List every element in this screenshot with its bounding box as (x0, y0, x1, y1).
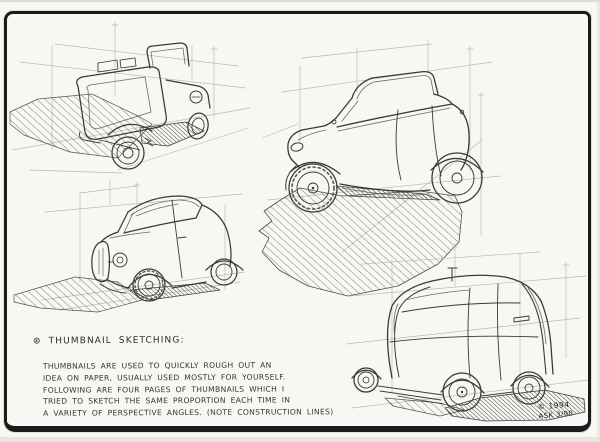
construction-lines-stroke (20, 62, 246, 88)
car-body-stroke (216, 264, 232, 280)
car-body-stroke (117, 257, 123, 263)
car-body-stroke (461, 391, 463, 393)
note-line: IDEA ON PAPER, USUALLY USED MOSTLY FOR YOURSELF. (42, 372, 286, 383)
construction-lines-stroke (80, 186, 137, 193)
construction-lines-stroke (55, 44, 238, 66)
car-body-stroke (525, 384, 533, 392)
note-paragraph (43, 360, 334, 421)
note-line: A VARIETY OF PERSPECTIVE ANGLES. (NOTE CONSTRUCTION LINES) (43, 407, 334, 418)
signature-initials: ASK 3/90 (538, 409, 574, 421)
shadow-hatch-stroke (14, 277, 142, 312)
car-body-stroke (402, 303, 520, 312)
construction-lines-stroke (211, 46, 217, 52)
car-body-stroke (131, 200, 199, 215)
car-body-stroke (468, 288, 470, 378)
car-body-stroke (434, 94, 452, 104)
car-body-stroke (120, 58, 136, 68)
car-body-stroke (405, 290, 470, 300)
car-body-stroke (151, 48, 185, 66)
car-body-stroke (178, 237, 186, 238)
note-line: TRIED TO SKETCH THE SAME PROPORTION EACH TIME IN (43, 395, 291, 407)
car-body-stroke (172, 200, 182, 278)
construction-lines-stroke (134, 182, 140, 188)
artist-signature (537, 400, 573, 421)
construction-lines-stroke (302, 44, 432, 58)
car-body-stroke (113, 253, 127, 267)
note-line: FOLLOWING ARE FOUR PAGES OF THUMBNAILS WHICH I (42, 384, 285, 395)
car-body-stroke (337, 104, 452, 127)
car-body-stroke (452, 173, 462, 183)
construction-lines-stroke (478, 92, 484, 98)
car-body-stroke (290, 142, 304, 153)
car-body-stroke (99, 248, 103, 276)
construction-lines-stroke (346, 318, 580, 344)
construction-lines-stroke (30, 170, 122, 173)
car-body-stroke (514, 316, 529, 322)
car-body-stroke (298, 130, 326, 140)
car-body-stroke (352, 370, 381, 379)
circled-asterisk-icon: ⊛ (32, 336, 42, 347)
car-body-stroke (202, 205, 231, 266)
construction-lines-stroke (467, 46, 473, 52)
note-title (33, 335, 185, 346)
car-body-stroke (396, 110, 401, 180)
car-body-stroke (358, 372, 374, 388)
car-body-stroke (136, 204, 178, 216)
car-body-stroke (166, 80, 210, 108)
shadow-hatch (259, 186, 462, 296)
car-body-stroke (363, 377, 369, 383)
car-body-stroke (497, 284, 501, 380)
signature-year: © 1994 (537, 399, 570, 412)
note-title-text: THUMBNAIL SKETCHING: (48, 335, 185, 347)
construction-lines (12, 22, 250, 173)
note-line: THUMBNAILS ARE USED TO QUICKLY ROUGH OUT AN (42, 360, 272, 371)
car-body-stroke (440, 161, 474, 195)
shadow-hatch-stroke (259, 188, 462, 296)
shadow-hatch (14, 277, 220, 312)
car-body-stroke (312, 187, 315, 190)
car-body-stroke (342, 101, 358, 121)
construction-lines-stroke (112, 22, 118, 28)
car-body-stroke (448, 268, 457, 281)
car-sketch-middle-left (14, 180, 245, 312)
car-body-stroke (123, 148, 133, 158)
car-body-stroke (390, 336, 538, 342)
car-sketch-top-left (10, 22, 250, 173)
car-body-stroke (395, 287, 431, 377)
construction-lines-stroke (282, 62, 492, 92)
construction-lines-stroke (563, 262, 569, 268)
car-sketch-top-right (259, 40, 500, 296)
car-body-stroke (92, 242, 110, 282)
car-body-stroke (118, 212, 128, 232)
car-body-stroke (432, 153, 482, 203)
car-body-stroke (124, 205, 202, 233)
